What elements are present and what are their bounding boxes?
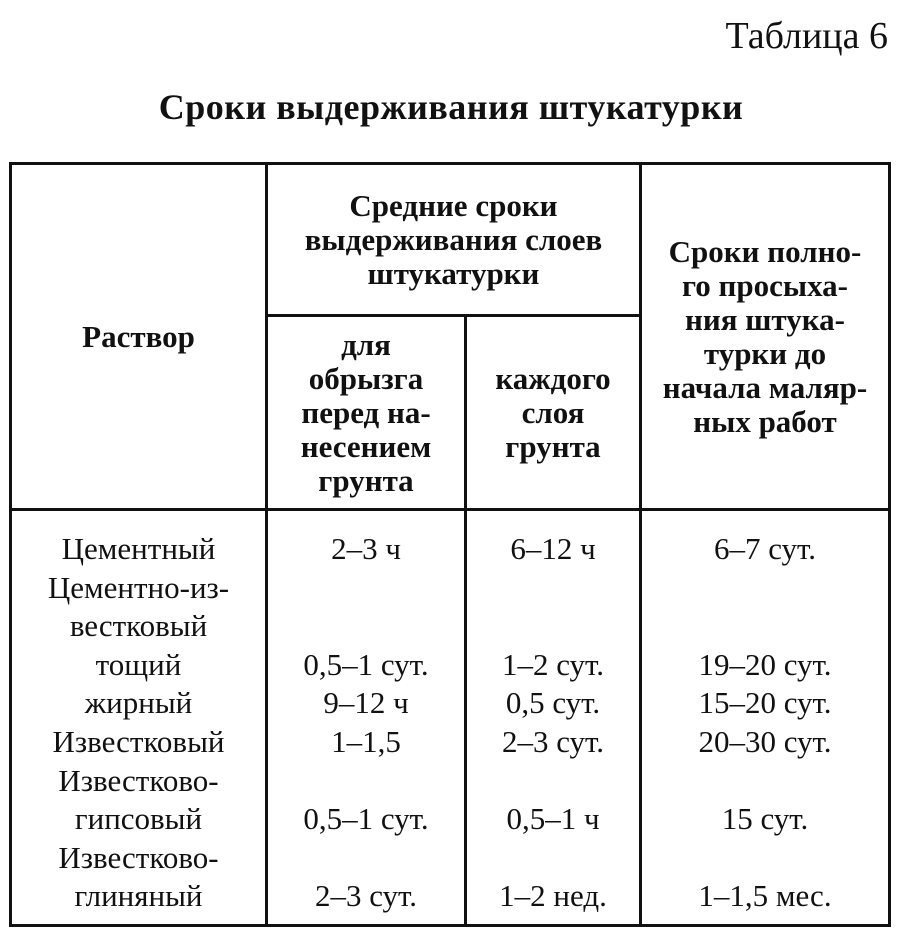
- column-spray: [268, 530, 464, 916]
- cell-each-layer: 6–12 ч: [510, 531, 596, 566]
- table-number: Таблица 6: [725, 15, 888, 57]
- cell-spray: 1–1,5: [331, 723, 401, 759]
- cell-full-dry: 15–20 сут.: [698, 685, 832, 721]
- cell-full-dry: 19–20 сут.: [698, 646, 832, 682]
- cell-each-layer: 0,5 сут.: [505, 685, 601, 721]
- cell-spray: 2–3 ч: [331, 531, 401, 566]
- header-average-terms: Средние сроки выдерживания слоев штукатурки: [304, 187, 603, 291]
- cell-mortar: Цементно-из-: [47, 569, 230, 605]
- column-full-dry: [642, 530, 888, 916]
- cell-spray: [268, 762, 464, 801]
- cell-each-layer: 1–2 нед.: [499, 878, 607, 914]
- cell-spray: [268, 839, 464, 878]
- cell-each-layer: [467, 607, 639, 646]
- cell-full-dry: [642, 839, 888, 878]
- cell-mortar: тощий: [95, 646, 182, 682]
- header-each-layer: каждого слоя грунта: [495, 360, 611, 464]
- cell-each-layer: 0,5–1 ч: [506, 801, 600, 837]
- cell-each-layer: 1–2 сут.: [501, 646, 605, 682]
- cell-mortar: Известково-: [58, 839, 219, 875]
- header-mortar: Раствор: [82, 318, 195, 354]
- cell-mortar: Известково-: [58, 762, 219, 798]
- table-title: Сроки выдерживания штукатурки: [158, 87, 744, 127]
- header-full-dry: Сроки полно- го просыха- ния штука- турки до начала маляр- ных работ: [662, 233, 868, 439]
- cell-each-layer: [467, 569, 639, 608]
- cell-spray: [268, 607, 464, 646]
- cell-full-dry: 15 сут.: [721, 801, 809, 837]
- column-mortar: [12, 530, 265, 916]
- cell-each-layer: [467, 839, 639, 878]
- cell-mortar: гипсовый: [74, 801, 203, 837]
- cell-spray: 0,5–1 сут.: [303, 646, 429, 682]
- cell-full-dry: 20–30 сут.: [698, 723, 832, 759]
- cell-each-layer: [467, 762, 639, 801]
- cell-full-dry: [642, 762, 888, 801]
- cell-spray: [268, 569, 464, 608]
- cell-spray: 9–12 ч: [323, 685, 409, 721]
- cell-full-dry: [642, 569, 888, 608]
- cell-spray: 2–3 сут.: [314, 878, 418, 914]
- header-spray: для обрызга перед на- несением грунта: [300, 326, 432, 498]
- cell-spray: 0,5–1 сут.: [303, 801, 429, 837]
- cell-each-layer: 2–3 сут.: [501, 723, 605, 759]
- cell-mortar: жирный: [84, 685, 193, 721]
- cell-mortar: вестковый: [69, 608, 208, 644]
- cell-full-dry: [642, 607, 888, 646]
- cell-mortar: Цементный: [61, 531, 216, 566]
- divider-header-bottom: [9, 508, 891, 511]
- cell-mortar: Известковый: [52, 723, 225, 759]
- cell-mortar: глиняный: [74, 878, 203, 914]
- cell-full-dry: 6–7 сут.: [713, 531, 817, 566]
- column-each-layer: [467, 530, 639, 916]
- cell-full-dry: 1–1,5 мес.: [698, 878, 832, 914]
